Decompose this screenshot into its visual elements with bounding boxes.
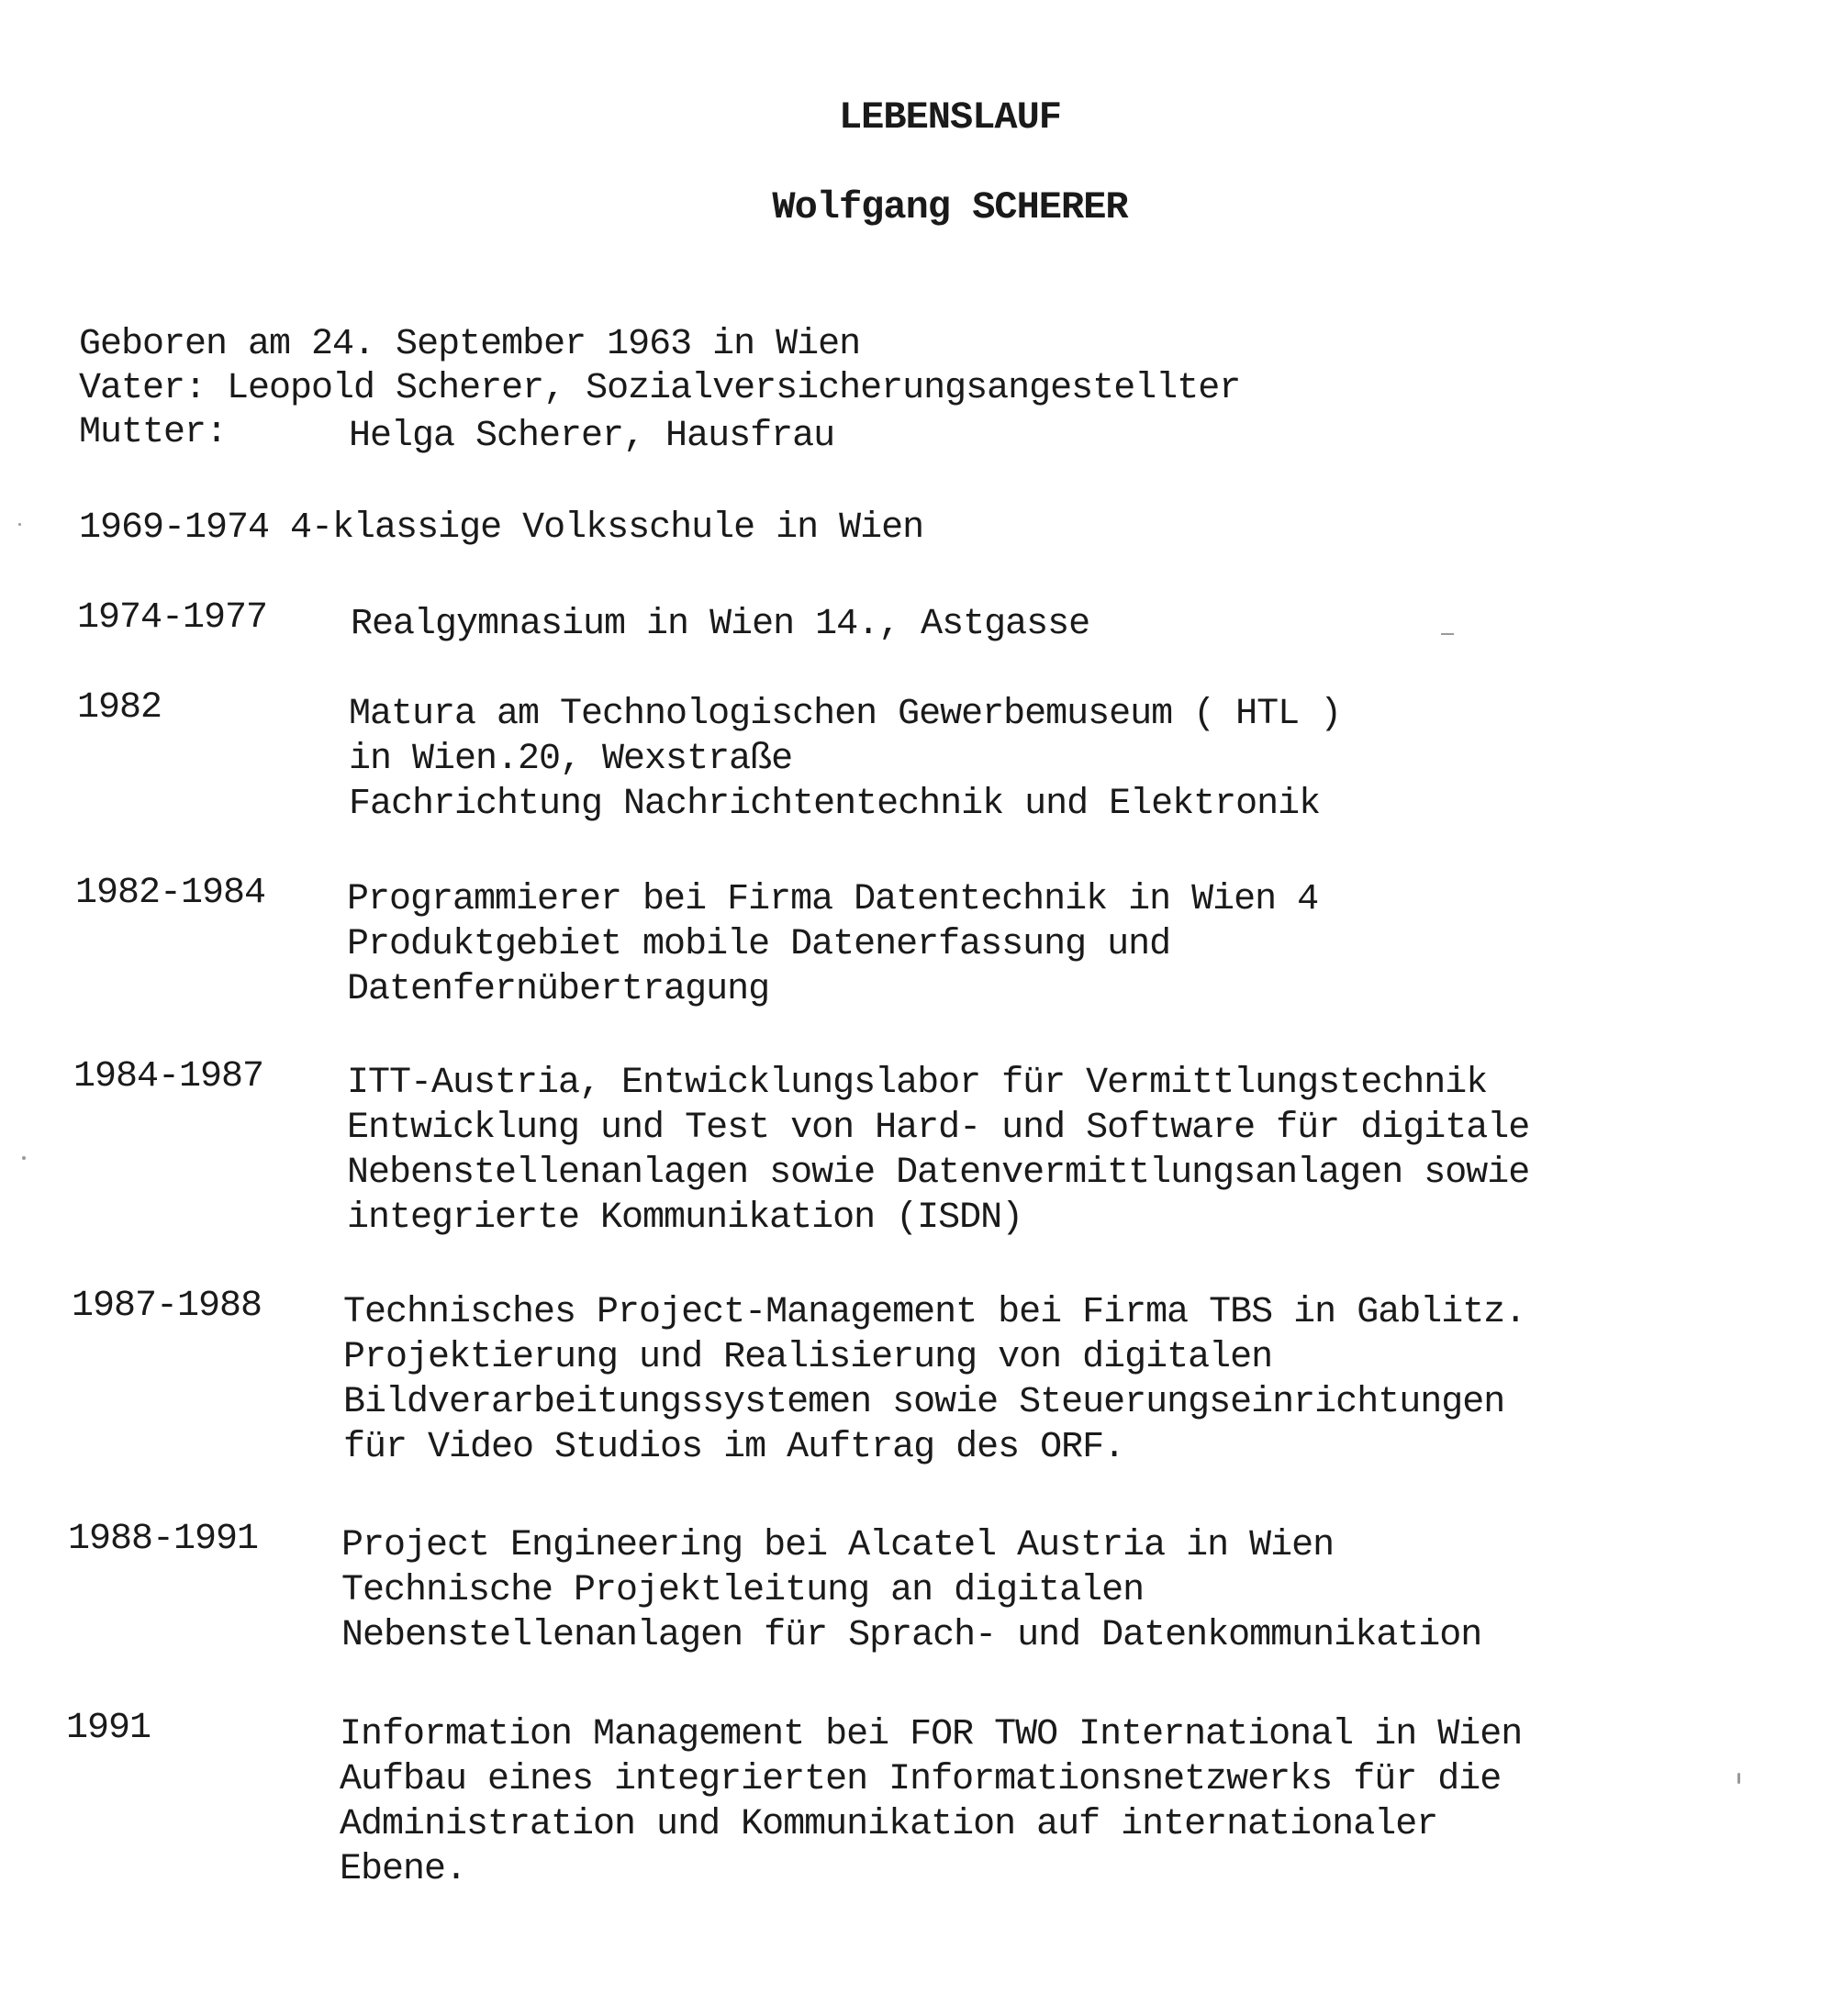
mother-label: Mutter: [79,412,228,453]
person-name: Wolfgang SCHERER [772,185,1128,229]
entry-line: Realgymnasium in Wien 14., Astgasse [351,604,1090,645]
entry-year: 1991 [66,1708,151,1749]
document-title: LEBENSLAUF [838,95,1062,139]
entry-line: Projektierung und Realisierung von digitalen [343,1337,1273,1378]
entry-year: 1974-1977 [77,597,268,639]
entry-line: Information Management bei FOR TWO International in Wien [340,1714,1523,1755]
entry-line: Entwicklung und Test von Hard- und Software für digitale [347,1108,1530,1149]
entry-year: 1982 [77,687,162,729]
entry-line: in Wien.20, Wexstraße [349,739,793,780]
entry-line: Aufbau eines integrierten Informationsnetzwerks für die [340,1759,1502,1800]
entry-line: Nebenstellenanlagen für Sprach- und Datenkommunikation [341,1615,1482,1656]
scan-speck [1737,1773,1740,1784]
father-line: Vater: Leopold Scherer, Sozialversicherungsangestellter [79,368,1241,409]
entry-line: integrierte Kommunikation (ISDN) [347,1197,1023,1239]
entry-line: Administration und Kommunikation auf internationaler [340,1804,1438,1845]
entry-line: Technisches Project-Management bei Firma TBS in Gablitz. [343,1292,1526,1333]
entry-line: Fachrichtung Nachrichtentechnik und Elektronik [349,784,1321,825]
scan-speck [1441,633,1454,635]
entry-line: ITT-Austria, Entwicklungslabor für Vermittlungstechnik [347,1063,1488,1104]
birth-line: Geboren am 24. September 1963 in Wien [79,324,861,365]
mother-value: Helga Scherer, Hausfrau [349,416,835,457]
entry-line: Datenfernübertragung [347,969,770,1010]
school-line: 1969-1974 4-klassige Volksschule in Wien [79,507,924,549]
entry-year: 1984-1987 [73,1056,264,1097]
entry-line: Technische Projektleitung an digitalen [341,1570,1145,1611]
entry-year: 1988-1991 [68,1519,259,1560]
entry-line: Produktgebiet mobile Datenerfassung und [347,924,1171,965]
entry-line: Project Engineering bei Alcatel Austria in Wien [341,1525,1335,1566]
scan-speck [22,1156,26,1160]
entry-line: Nebenstellenanlagen sowie Datenvermittlungsanlagen sowie [347,1153,1530,1194]
entry-line: Ebene. [340,1849,467,1890]
entry-line: Bildverarbeitungssystemen sowie Steuerungseinrichtungen [343,1382,1505,1423]
entry-line: Matura am Technologischen Gewerbemuseum ( HTL ) [349,694,1342,735]
entry-year: 1987-1988 [72,1286,263,1327]
scan-speck [18,523,21,526]
entry-line: für Video Studios im Auftrag des ORF. [343,1427,1125,1468]
entry-line: Programmierer bei Firma Datentechnik in Wien 4 [347,879,1319,920]
entry-year: 1982-1984 [75,873,266,914]
